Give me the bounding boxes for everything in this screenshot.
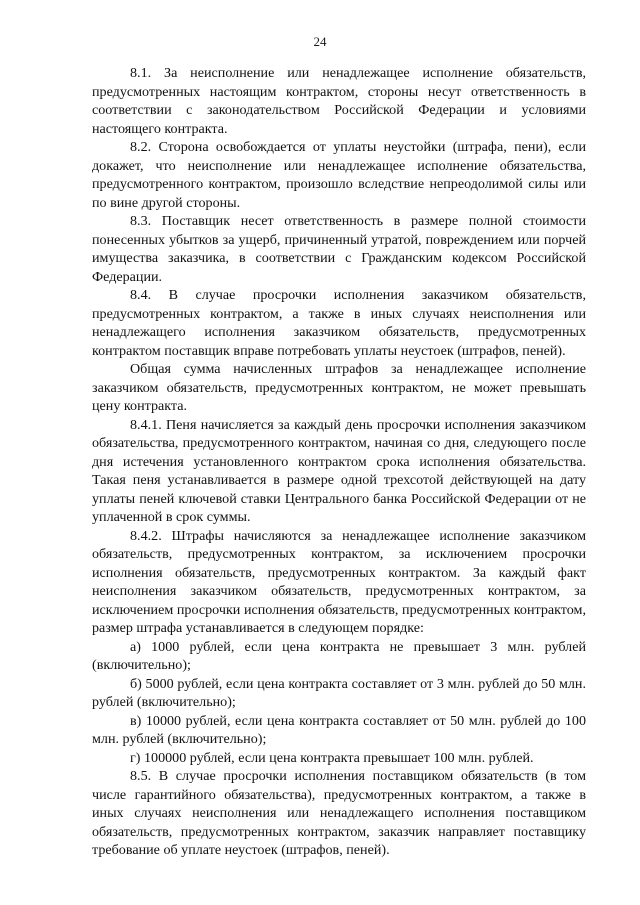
document-body	[92, 64, 586, 860]
paragraph-8-4: 8.4. В случае просрочки исполнения заказчиком обязательств, предусмотренных контрактом, а также в иных случаях неисполнения или ненадлежащего исполнения заказчиком обязательств, предусмотренных контрактом поставщик вправе потребовать уплаты неустоек (штрафов, пеней).	[92, 287, 586, 359]
paragraph-8-2: 8.2. Сторона освобождается от уплаты неустойки (штрафа, пени), если докажет, что неисполнение или ненадлежащее исполнение обязательства, предусмотренного контрактом, произошло вследствие непреодолимой силы или по вине другой стороны.	[92, 139, 586, 211]
paragraph-8-4-1: 8.4.1. Пеня начисляется за каждый день просрочки исполнения заказчиком обязательства, предусмотренного контрактом, начиная со дня, следующего после дня истечения установленного контрактом срока исполнения обязательства. Такая пеня устанавливается в размере одной трехсотой действующей на дату уплаты пеней ключевой ставки Центрального банка Российской Федерации от не уплаченной в срок суммы.	[92, 416, 586, 525]
paragraph-8-3: 8.3. Поставщик несет ответственность в размере полной стоимости понесенных убытков за ущерб, причиненный утратой, повреждением или порчей имущества заказчика, в соответствии с Гражданским кодексом Российской Федерации.	[92, 213, 586, 285]
list-item-a: а) 1000 рублей, если цена контракта не превышает 3 млн. рублей (включительно);	[92, 638, 586, 673]
list-item-g: г) 100000 рублей, если цена контракта превышает 100 млн. рублей.	[130, 749, 534, 766]
paragraph-8-1: 8.1. За неисполнение или ненадлежащее исполнение обязательств, предусмотренных настоящим контрактом, стороны несут ответственность в соответствии с законодательством Российской Федерации и условиями настоящего контракта.	[92, 65, 586, 137]
list-item-v: в) 10000 рублей, если цена контракта составляет от 50 млн. рублей до 100 млн. рублей (включительно);	[92, 712, 586, 747]
list-item-b: б) 5000 рублей, если цена контракта составляет от 3 млн. рублей до 50 млн. рублей (включительно);	[92, 675, 586, 710]
paragraph-8-5: 8.5. В случае просрочки исполнения поставщиком обязательств (в том числе гарантийного обязательства), предусмотренных контрактом, а также в иных случаях неисполнения или ненадлежащего исполнения поставщиком обязательств, предусмотренных контрактом, заказчик направляет поставщику требование об уплате неустоек (штрафов, пеней).	[92, 768, 586, 858]
paragraph-8-4-2: 8.4.2. Штрафы начисляются за ненадлежащее исполнение заказчиком обязательств, предусмотренных контрактом, за исключением просрочки исполнения обязательств, предусмотренных контрактом. За каждый факт неисполнения заказчиком обязательств, предусмотренных контрактом, за исключением просрочки исполнения обязательств, предусмотренных контрактом, размер штрафа устанавливается в следующем порядке:	[92, 527, 586, 636]
paragraph-total-fines: Общая сумма начисленных штрафов за ненадлежащее исполнение заказчиком обязательств, предусмотренных контрактом, не может превышать цену контракта.	[92, 361, 586, 414]
page-number: 24	[313, 34, 327, 49]
